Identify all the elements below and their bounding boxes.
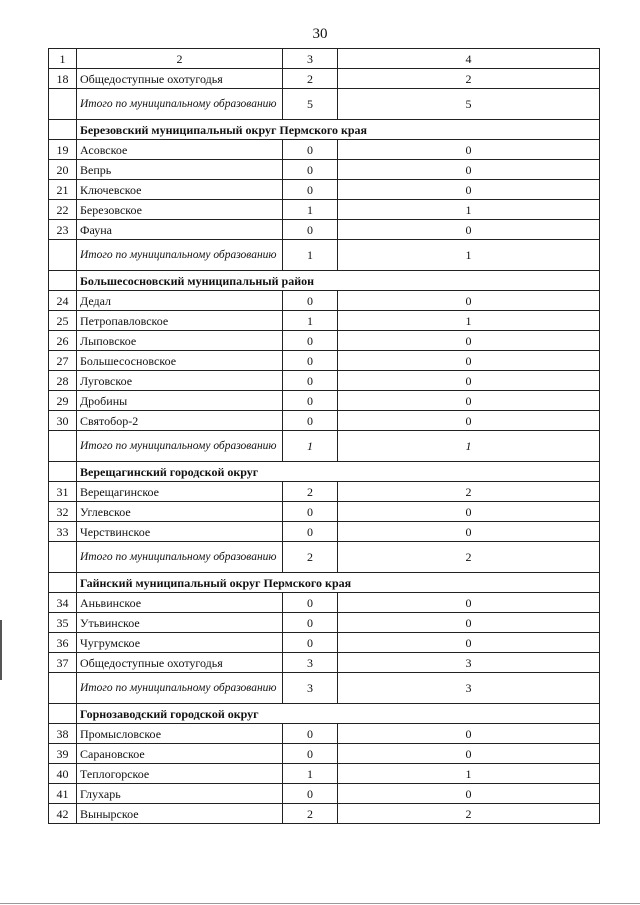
hunting-ground-name: Верещагинское — [77, 482, 283, 502]
row-number-cell: 29 — [49, 391, 77, 411]
row-number-cell: 20 — [49, 160, 77, 180]
row-number-cell: 23 — [49, 220, 77, 240]
table-row — [49, 160, 600, 180]
subtotal-row — [49, 240, 600, 271]
hunting-ground-name: Асовское — [77, 140, 283, 160]
row-number-cell: 41 — [49, 784, 77, 804]
row-number-cell: 38 — [49, 724, 77, 744]
table-row — [49, 200, 600, 220]
row-number-cell: 28 — [49, 371, 77, 391]
scan-margin-mark — [0, 620, 2, 680]
value-col-4: 0 — [338, 140, 600, 160]
header-col-2: 2 — [77, 49, 283, 69]
section-row — [49, 704, 600, 724]
value-col-3: 0 — [283, 351, 338, 371]
value-col-3: 0 — [283, 784, 338, 804]
hunting-ground-name: Аньвинское — [77, 593, 283, 613]
data-table — [48, 48, 600, 824]
table-row — [49, 633, 600, 653]
page-bottom-edge — [0, 903, 640, 904]
value-col-4: 0 — [338, 220, 600, 240]
section-row — [49, 462, 600, 482]
table-row — [49, 351, 600, 371]
value-col-4: 0 — [338, 371, 600, 391]
hunting-ground-name: Глухарь — [77, 784, 283, 804]
value-col-4: 2 — [338, 69, 600, 89]
value-col-3: 0 — [283, 220, 338, 240]
value-col-3: 0 — [283, 502, 338, 522]
table-row — [49, 804, 600, 824]
value-col-4: 0 — [338, 744, 600, 764]
row-number-cell: 21 — [49, 180, 77, 200]
table-row — [49, 744, 600, 764]
hunting-ground-name: Фауна — [77, 220, 283, 240]
value-col-4: 2 — [338, 804, 600, 824]
hunting-ground-name: Большесосновское — [77, 351, 283, 371]
value-col-3: 0 — [283, 140, 338, 160]
value-col-3: 0 — [283, 744, 338, 764]
hunting-ground-name: Общедоступные охотугодья — [77, 653, 283, 673]
table-row — [49, 331, 600, 351]
value-col-4: 1 — [338, 764, 600, 784]
hunting-ground-name: Вепрь — [77, 160, 283, 180]
hunting-ground-name: Святобор-2 — [77, 411, 283, 431]
value-col-4: 0 — [338, 522, 600, 542]
value-col-4: 1 — [338, 431, 600, 462]
value-col-3: 0 — [283, 411, 338, 431]
hunting-ground-name: Ключевское — [77, 180, 283, 200]
section-title: Большесосновский муниципальный район — [77, 271, 600, 291]
section-row — [49, 120, 600, 140]
value-col-3: 2 — [283, 542, 338, 573]
table-row — [49, 371, 600, 391]
hunting-ground-name: Общедоступные охотугодья — [77, 69, 283, 89]
value-col-4: 1 — [338, 311, 600, 331]
value-col-4: 3 — [338, 653, 600, 673]
hunting-ground-name: Промысловское — [77, 724, 283, 744]
page-number: 30 — [312, 26, 328, 42]
subtotal-row — [49, 542, 600, 573]
value-col-4: 1 — [338, 200, 600, 220]
hunting-ground-name: Итого по муниципальному образованию — [77, 542, 283, 573]
subtotal-row — [49, 89, 600, 120]
row-number-cell: 35 — [49, 613, 77, 633]
table-row — [49, 593, 600, 613]
row-number-cell — [49, 240, 77, 271]
value-col-3: 0 — [283, 371, 338, 391]
value-col-4: 2 — [338, 482, 600, 502]
value-col-3: 5 — [283, 89, 338, 120]
row-number-cell: 26 — [49, 331, 77, 351]
hunting-ground-name: Итого по муниципальному образованию — [77, 673, 283, 704]
header-col-4: 4 — [338, 49, 600, 69]
table-row — [49, 411, 600, 431]
row-number-cell: 30 — [49, 411, 77, 431]
value-col-4: 0 — [338, 633, 600, 653]
value-col-4: 3 — [338, 673, 600, 704]
value-col-3: 0 — [283, 613, 338, 633]
value-col-3: 0 — [283, 633, 338, 653]
hunting-ground-name: Итого по муниципальному образованию — [77, 431, 283, 462]
value-col-3: 1 — [283, 200, 338, 220]
hunting-ground-name: Лыповское — [77, 331, 283, 351]
value-col-3: 1 — [283, 764, 338, 784]
value-col-3: 0 — [283, 331, 338, 351]
value-col-3: 0 — [283, 724, 338, 744]
row-number-cell — [49, 462, 77, 482]
hunting-ground-name: Итого по муниципальному образованию — [77, 89, 283, 120]
value-col-3: 1 — [283, 311, 338, 331]
value-col-4: 0 — [338, 180, 600, 200]
value-col-3: 2 — [283, 482, 338, 502]
value-col-3: 3 — [283, 653, 338, 673]
header-col-1: 1 — [49, 49, 77, 69]
value-col-4: 1 — [338, 240, 600, 271]
value-col-3: 0 — [283, 391, 338, 411]
row-number-cell: 33 — [49, 522, 77, 542]
hunting-ground-name: Сарановское — [77, 744, 283, 764]
hunting-ground-name: Черствинское — [77, 522, 283, 542]
section-row — [49, 271, 600, 291]
table-row — [49, 180, 600, 200]
value-col-3: 0 — [283, 593, 338, 613]
value-col-3: 2 — [283, 69, 338, 89]
table-row — [49, 653, 600, 673]
row-number-cell: 37 — [49, 653, 77, 673]
value-col-4: 0 — [338, 613, 600, 633]
table-row — [49, 69, 600, 89]
table-row — [49, 220, 600, 240]
section-title: Березовский муниципальный округ Пермского края — [77, 120, 600, 140]
row-number-cell: 40 — [49, 764, 77, 784]
hunting-ground-name: Итого по муниципальному образованию — [77, 240, 283, 271]
hunting-ground-name: Утьвинское — [77, 613, 283, 633]
table-row — [49, 522, 600, 542]
value-col-4: 0 — [338, 724, 600, 744]
row-number-cell — [49, 704, 77, 724]
table-header-row — [49, 49, 600, 69]
value-col-3: 1 — [283, 240, 338, 271]
row-number-cell — [49, 271, 77, 291]
value-col-3: 1 — [283, 431, 338, 462]
value-col-4: 0 — [338, 391, 600, 411]
header-col-3: 3 — [283, 49, 338, 69]
value-col-3: 0 — [283, 160, 338, 180]
value-col-4: 0 — [338, 411, 600, 431]
row-number-cell: 39 — [49, 744, 77, 764]
row-number-cell — [49, 673, 77, 704]
value-col-4: 0 — [338, 351, 600, 371]
hunting-ground-name: Березовское — [77, 200, 283, 220]
section-title: Верещагинский городской округ — [77, 462, 600, 482]
table-row — [49, 724, 600, 744]
table-row — [49, 311, 600, 331]
row-number-cell — [49, 573, 77, 593]
table-row — [49, 784, 600, 804]
section-title: Гайнский муниципальный округ Пермского края — [77, 573, 600, 593]
subtotal-row — [49, 431, 600, 462]
table-row — [49, 502, 600, 522]
value-col-3: 0 — [283, 522, 338, 542]
hunting-ground-name: Теплогорское — [77, 764, 283, 784]
table-row — [49, 482, 600, 502]
value-col-4: 5 — [338, 89, 600, 120]
value-col-4: 0 — [338, 502, 600, 522]
subtotal-row — [49, 673, 600, 704]
row-number-cell: 19 — [49, 140, 77, 160]
value-col-3: 0 — [283, 180, 338, 200]
hunting-ground-name: Дедал — [77, 291, 283, 311]
row-number-cell: 18 — [49, 69, 77, 89]
row-number-cell: 24 — [49, 291, 77, 311]
value-col-3: 0 — [283, 291, 338, 311]
row-number-cell: 42 — [49, 804, 77, 824]
value-col-4: 0 — [338, 160, 600, 180]
row-number-cell: 34 — [49, 593, 77, 613]
section-row — [49, 573, 600, 593]
hunting-ground-name: Луговское — [77, 371, 283, 391]
row-number-cell: 31 — [49, 482, 77, 502]
table-row — [49, 140, 600, 160]
table-row — [49, 391, 600, 411]
section-title: Горнозаводский городской округ — [77, 704, 600, 724]
hunting-ground-name: Углевское — [77, 502, 283, 522]
table-row — [49, 291, 600, 311]
row-number-cell — [49, 89, 77, 120]
table-row — [49, 764, 600, 784]
row-number-cell: 22 — [49, 200, 77, 220]
hunting-ground-name: Вынырское — [77, 804, 283, 824]
value-col-4: 0 — [338, 331, 600, 351]
value-col-3: 2 — [283, 804, 338, 824]
row-number-cell — [49, 120, 77, 140]
value-col-3: 3 — [283, 673, 338, 704]
row-number-cell: 36 — [49, 633, 77, 653]
row-number-cell: 27 — [49, 351, 77, 371]
row-number-cell: 25 — [49, 311, 77, 331]
value-col-4: 0 — [338, 784, 600, 804]
row-number-cell: 32 — [49, 502, 77, 522]
table-row — [49, 613, 600, 633]
hunting-ground-name: Дробины — [77, 391, 283, 411]
row-number-cell — [49, 431, 77, 462]
row-number-cell — [49, 542, 77, 573]
value-col-4: 0 — [338, 593, 600, 613]
value-col-4: 2 — [338, 542, 600, 573]
hunting-ground-name: Петропавловское — [77, 311, 283, 331]
value-col-4: 0 — [338, 291, 600, 311]
hunting-ground-name: Чугрумское — [77, 633, 283, 653]
